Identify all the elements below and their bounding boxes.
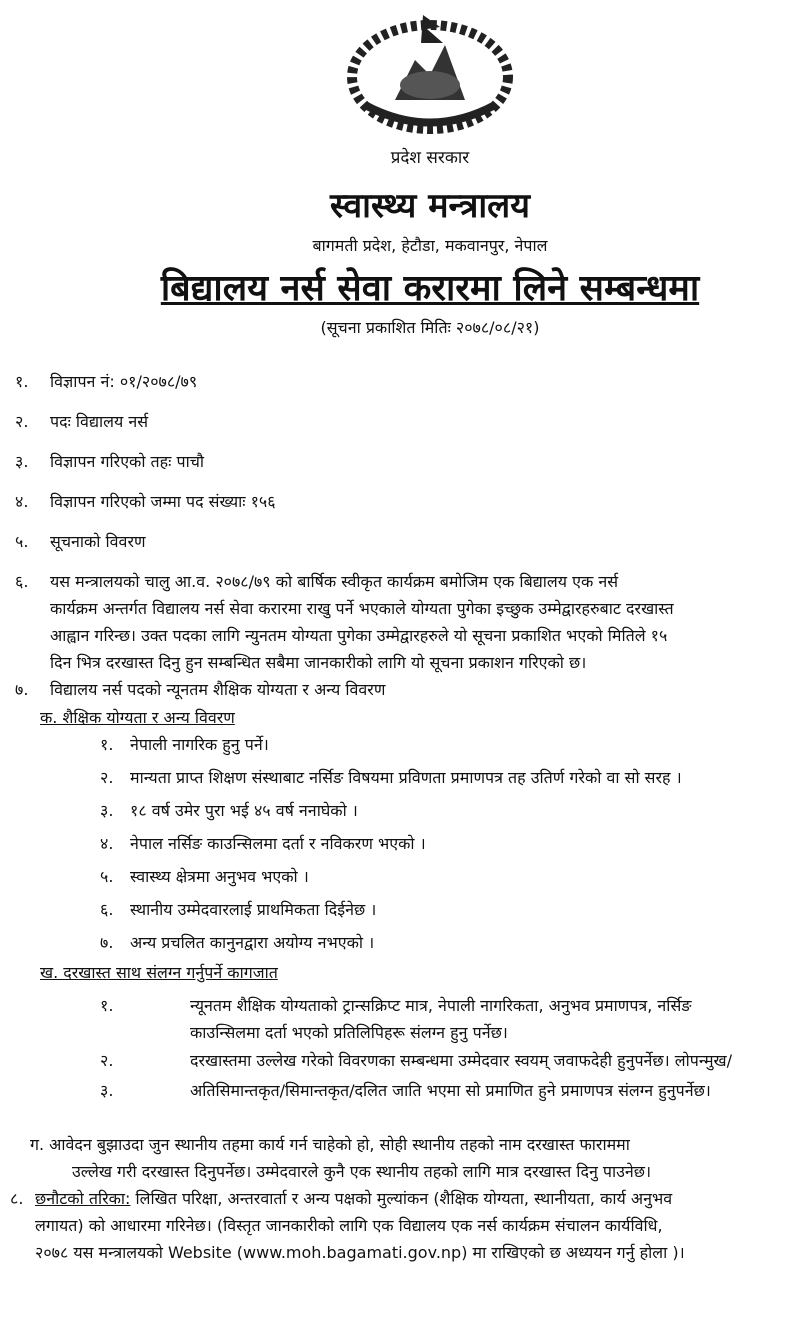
notice-subject: बिद्यालय नर्स सेवा करारमा लिने सम्बन्धमा — [160, 268, 700, 309]
notice-date: (सूचना प्रकाशित मितिः २०७८/०८/२१) — [320, 318, 540, 337]
requirement: अन्य प्रचलित कानुनद्वारा अयोग्य नभएको । — [130, 933, 375, 952]
post: पदः विद्यालय नर्स — [50, 412, 149, 431]
section-ka-heading: क. शैक्षिक योग्यता र अन्य विवरण — [40, 708, 235, 727]
notice-details-heading: सूचनाको विवरण — [50, 532, 146, 551]
government-label: प्रदेश सरकार — [390, 148, 470, 168]
nepal-emblem-logo — [335, 5, 525, 140]
item-number: २. — [100, 1051, 114, 1070]
item-number: १. — [100, 735, 114, 754]
selection-method-text: लिखित परिक्षा, अन्तरवार्ता र अन्य पक्षको मुल्यांकन (शैक्षिक योग्यता, स्थानीयता, कार्य अनुभव — [130, 1189, 673, 1208]
item-number: ७. — [100, 933, 114, 952]
address: बागमती प्रदेश, हेटौडा, मकवानपुर, नेपाल — [312, 236, 548, 255]
ministry-title: स्वास्थ्य मन्त्रालय — [330, 186, 530, 226]
item-number: ५. — [15, 532, 29, 551]
section-ga-line: ग. आवेदन बुझाउदा जुन स्थानीय तहमा कार्य गर्न चाहेको हो, सोही स्थानीय तहको नाम दरखास्त फाराममा — [30, 1135, 630, 1154]
selection-method-text: लगायत) को आधारमा गरिनेछ। (विस्तृत जानकारीको लागि एक विद्यालय एक नर्स कार्यक्रम संचालन कार्यविधि, — [35, 1216, 663, 1235]
item-number: ८. — [10, 1189, 24, 1208]
paragraph-line: कार्यक्रम अन्तर्गत विद्यालय नर्स सेवा करारमा राखु पर्ने भएकाले योग्यता पुगेका इच्छुक उम्मेद्वारहरुबाट दरखास्त — [50, 599, 674, 618]
qualification-heading: विद्यालय नर्स पदको न्यूनतम शैक्षिक योग्यता र अन्य विवरण — [50, 680, 386, 699]
item-number: ४. — [15, 492, 29, 511]
item-number: ४. — [100, 834, 114, 853]
document-requirement: न्यूनतम शैक्षिक योग्यताको ट्रान्सक्रिप्ट मात्र, नेपाली नागरिकता, अनुभव प्रमाणपत्र, नर्सिङ — [190, 996, 692, 1015]
item-number: १. — [15, 372, 29, 391]
document-requirement: दरखास्तमा उल्लेख गरेको विवरणका सम्बन्धमा उम्मेदवार स्वयम् जवाफदेही हुनुपर्नेछ। लोपन्मुख/ — [190, 1051, 733, 1070]
requirement: नेपाल नर्सिङ काउन्सिलमा दर्ता र नविकरण भएको । — [130, 834, 426, 853]
item-number: २. — [100, 768, 114, 787]
requirement: मान्यता प्राप्त शिक्षण संस्थाबाट नर्सिङ विषयमा प्रविणता प्रमाणपत्र तह उतिर्ण गरेको वा सो सरह । — [130, 768, 682, 787]
item-number: ३. — [15, 452, 29, 471]
level: विज्ञापन गरिएको तहः पाचौ — [50, 452, 205, 471]
requirement: स्थानीय उम्मेदवारलाई प्राथमिकता दिईनेछ । — [130, 900, 377, 919]
selection-method-label: छनौटको तरिका: — [35, 1189, 131, 1208]
item-number: २. — [15, 412, 29, 431]
total-posts: विज्ञापन गरिएको जम्मा पद संख्याः १५६ — [50, 492, 276, 511]
item-number: ५. — [100, 867, 114, 886]
item-number: ६. — [15, 572, 29, 591]
paragraph-line: दिन भित्र दरखास्त दिनु हुन सम्बन्धित सबैमा जानकारीको लागि यो सूचना प्रकाशन गरिएको छ। — [50, 653, 587, 672]
paragraph-line: आह्वान गरिन्छ। उक्त पदका लागि न्युनतम योग्यता पुगेका उम्मेद्वारहरुले यो सूचना प्रकाशित भएको मितिले १५ — [50, 626, 668, 645]
section-kha-heading: ख. दरखास्त साथ संलग्न गर्नुपर्ने कागजात — [40, 963, 278, 982]
item-number: १. — [100, 996, 114, 1015]
item-number: ३. — [100, 1081, 114, 1100]
item-number: ७. — [15, 680, 29, 699]
item-number: ३. — [100, 801, 114, 820]
document-requirement: अतिसिमान्तकृत/सिमान्तकृत/दलित जाति भएमा सो प्रमाणित हुने प्रमाणपत्र संलग्न हुनुपर्नेछ। — [190, 1081, 711, 1100]
requirement: १८ वर्ष उमेर पुरा भई ४५ वर्ष ननाघेको । — [130, 801, 358, 820]
document-requirement: काउन्सिलमा दर्ता भएको प्रतिलिपिहरू संलग्न हुनु पर्नेछ। — [190, 1023, 508, 1042]
selection-method-text: २०७८ यस मन्त्रालयको Website (www.moh.bagamati.gov.np) मा राखिएको छ अध्ययन गर्नु होला )। — [35, 1243, 685, 1262]
paragraph-line: यस मन्त्रालयको चालु आ.व. २०७८/७९ को बार्षिक स्वीकृत कार्यक्रम बमोजिम एक बिद्यालय एक नर्स — [50, 572, 619, 591]
section-ga-line: उल्लेख गरी दरखास्त दिनुपर्नेछ। उम्मेदवारले कुनै एक स्थानीय तहको लागि मात्र दरखास्त दिनु पाउनेछ। — [72, 1162, 652, 1181]
requirement: नेपाली नागरिक हुनु पर्ने। — [130, 735, 269, 754]
requirement: स्वास्थ्य क्षेत्रमा अनुभव भएको । — [130, 867, 309, 886]
item-number: ६. — [100, 900, 114, 919]
ad-number: विज्ञापन नं: ०१/२०७८/७९ — [50, 372, 198, 391]
